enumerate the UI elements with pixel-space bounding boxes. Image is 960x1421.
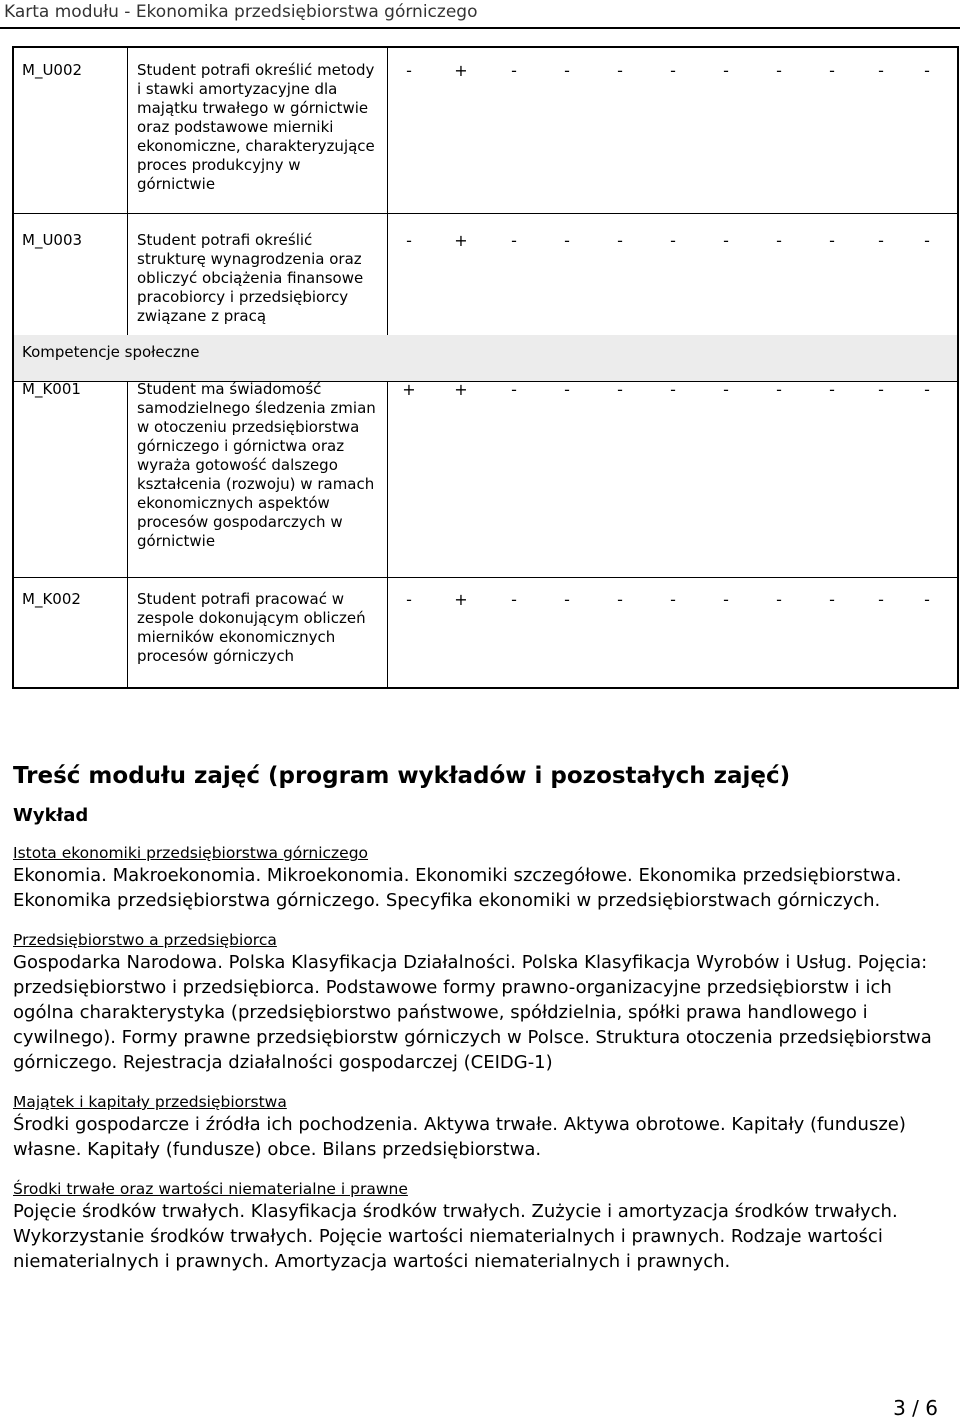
outcome-mark: - (564, 61, 570, 80)
outcome-mark: - (564, 380, 570, 399)
outcome-description: Student potrafi określić metody i stawki amortyzacyjne dla majątku trwałego w górnictwie oraz podstawowe mierniki ekonomiczne, charakteryzujące proces produkcyjny w górnictwie (137, 61, 375, 193)
outcome-marks (399, 230, 939, 252)
outcome-mark: - (617, 61, 623, 80)
outcome-mark: + (454, 590, 468, 609)
page-number: 3 / 6 (893, 1396, 938, 1420)
outcome-mark: - (670, 590, 676, 609)
outcome-mark: + (454, 380, 468, 399)
page-header (0, 0, 960, 29)
outcome-mark: - (829, 61, 835, 80)
outcome-mark: - (878, 590, 884, 609)
outcome-mark: - (511, 231, 517, 250)
topic-text: Środki gospodarcze i źródła ich pochodzenia. Aktywa trwałe. Aktywa obrotowe. Kapitały (fundusze) własne. Kapitały (fundusze) obce. Bilans przedsiębiorstwa. (13, 1114, 906, 1160)
topic-title: Majątek i kapitały przedsiębiorstwa (13, 1093, 287, 1111)
outcome-code: M_K002 (22, 590, 81, 608)
topic-block (13, 930, 948, 1075)
outcome-mark: - (406, 231, 412, 250)
outcome-mark: - (924, 590, 930, 609)
topic-block (13, 1179, 948, 1274)
outcome-mark: - (617, 590, 623, 609)
row-divider (14, 213, 957, 214)
outcome-description: Student ma świadomość samodzielnego śledzenia zmian w otoczeniu przedsiębiorstwa górniczego i górnictwa oraz wyraża gotowość dalszego kształcenia (rozwoju) w ramach ekonomicznych aspektów procesów gospodarczych w górnictwie (137, 380, 376, 550)
document-title: Karta modułu - Ekonomika przedsiębiorstwa górniczego (4, 2, 478, 22)
outcome-mark: - (564, 231, 570, 250)
topic-text: Pojęcie środków trwałych. Klasyfikacja środków trwałych. Zużycie i amortyzacja środków trwałych. Wykorzystanie środków trwałych. Pojęcie wartości niematerialnych i prawnych. Rodzaje wartości niematerialnych i prawnych. Amortyzacja wartości niematerialnych i prawnych. (13, 1201, 898, 1272)
lecture-heading: Wykład (13, 805, 89, 826)
outcome-mark: - (878, 61, 884, 80)
outcome-code: M_U002 (22, 61, 83, 79)
outcome-mark: - (829, 380, 835, 399)
outcome-mark: - (511, 380, 517, 399)
outcome-mark: - (878, 380, 884, 399)
outcome-mark: - (670, 231, 676, 250)
outcome-marks (399, 379, 939, 401)
outcome-mark: - (723, 231, 729, 250)
outcome-mark: - (511, 61, 517, 80)
section-label: Kompetencje społeczne (22, 343, 200, 361)
outcome-mark: - (670, 61, 676, 80)
outcome-description: Student potrafi pracować w zespole dokonującym obliczeń mierników ekonomicznych procesów górniczych (137, 590, 366, 665)
outcome-marks (399, 60, 939, 82)
outcome-mark: - (406, 590, 412, 609)
outcome-mark: - (511, 590, 517, 609)
learning-outcomes-table (12, 46, 959, 689)
outcome-mark: + (454, 61, 468, 80)
outcome-mark: - (878, 231, 884, 250)
outcome-mark: + (454, 231, 468, 250)
outcome-mark: - (723, 380, 729, 399)
outcome-mark: - (564, 590, 570, 609)
topic-title: Przedsiębiorstwo a przedsiębiorca (13, 931, 277, 949)
module-content-section (13, 760, 948, 1274)
outcome-mark: - (829, 231, 835, 250)
outcome-mark: - (617, 380, 623, 399)
outcome-code: M_U003 (22, 231, 83, 249)
outcome-mark: - (776, 590, 782, 609)
row-divider (14, 577, 957, 578)
topic-text: Ekonomia. Makroekonomia. Mikroekonomia. Ekonomiki szczegółowe. Ekonomika przedsiębiorstwa. Ekonomika przedsiębiorstwa górniczego. Specyfika ekonomiki w przedsiębiorstwach górniczych. (13, 865, 902, 911)
topic-title: Środki trwałe oraz wartości niematerialne i prawne (13, 1180, 408, 1198)
outcome-mark: - (617, 231, 623, 250)
topic-title: Istota ekonomiki przedsiębiorstwa górniczego (13, 844, 369, 862)
outcome-mark: + (402, 380, 416, 399)
outcome-mark: - (776, 61, 782, 80)
topic-block (13, 1092, 948, 1162)
topic-text: Gospodarka Narodowa. Polska Klasyfikacja Działalności. Polska Klasyfikacja Wyrobów i Usług. Pojęcia: przedsiębiorstwo i przedsiębiorca. Podstawowe formy prawno-organizacyjne przedsiębiorstw i ich ogólna charakterystyka (przedsiębiorstwo państwowe, spółdzielnia, spółki prawa handlowego i cywilnego). Formy prawne przedsiębiorstw górniczych w Polsce. Struktura otoczenia przedsiębiorstwa górniczego. Rejestracja działalności gospodarczej (CEIDG-1) (13, 952, 932, 1073)
outcome-mark: - (776, 380, 782, 399)
outcome-description: Student potrafi określić strukturę wynagrodzenia oraz obliczyć obciążenia finansowe pracobiorcy i przedsiębiorcy związane z pracą (137, 231, 364, 325)
content-heading: Treść modułu zajęć (program wykładów i pozostałych zajęć) (13, 763, 791, 789)
topic-block (13, 843, 948, 913)
outcome-mark: - (924, 231, 930, 250)
outcome-mark: - (829, 590, 835, 609)
outcome-mark: - (723, 590, 729, 609)
outcome-mark: - (406, 61, 412, 80)
outcome-mark: - (670, 380, 676, 399)
outcome-mark: - (776, 231, 782, 250)
outcome-mark: - (924, 380, 930, 399)
outcome-mark: - (924, 61, 930, 80)
outcome-mark: - (723, 61, 729, 80)
outcome-marks (399, 589, 939, 611)
outcome-code: M_K001 (22, 380, 81, 398)
